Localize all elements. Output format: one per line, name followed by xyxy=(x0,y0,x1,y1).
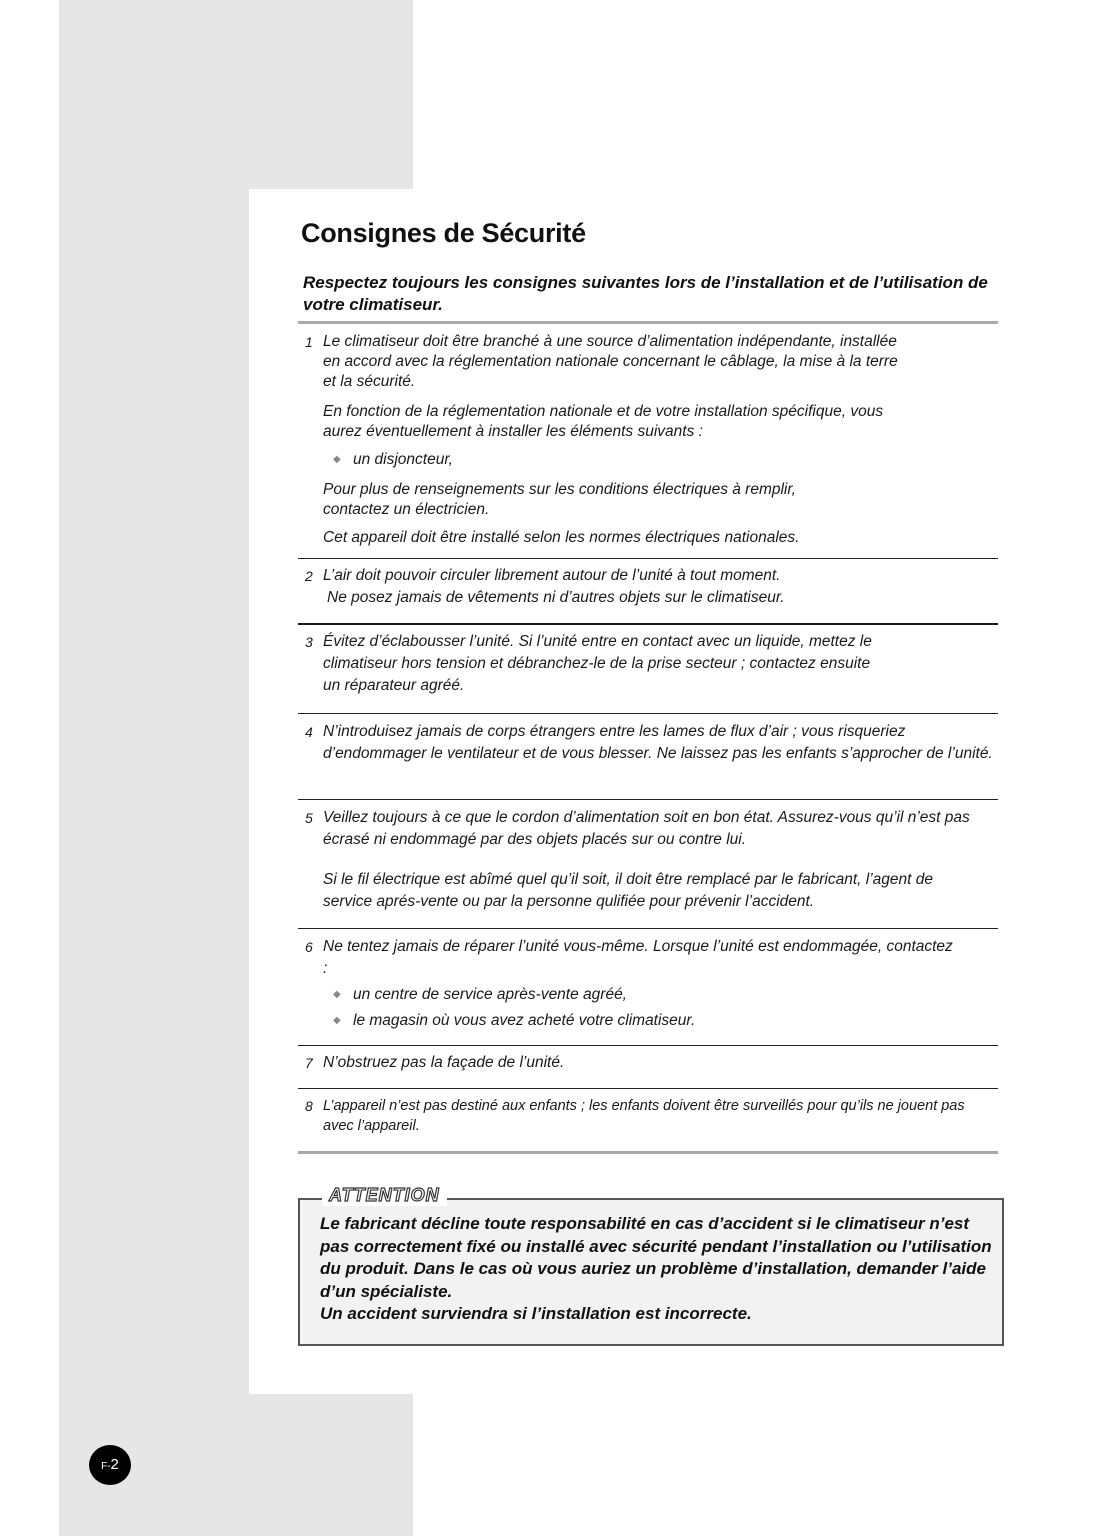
list-item xyxy=(305,1096,995,1136)
attention-paragraph: Le fabricant décline toute responsabilité en cas d’accident si le climatiseur n’est pas correctement fixé ou installé avec sécurité pendant l’installation ou l’utilisation du produit. Dans le cas où vous auriez un problème d’installation, demander l’aide d’un spécialiste. xyxy=(320,1214,992,1301)
list-item xyxy=(305,332,995,548)
item-text: Le climatiseur doit être branché à une source d’alimentation indépendante, installée en accord avec la réglementation nationale concernant le câblage, la mise à la terre et la sécurité. xyxy=(323,333,898,390)
page-prefix: F- xyxy=(101,1461,111,1472)
divider xyxy=(298,558,998,559)
item-text: Si le fil électrique est abîmé quel qu’il soit, il doit être remplacé par le fabricant, l’agent de service aprés-vente ou par la personne qulifiée pour prévenir l’accident. xyxy=(323,871,933,910)
bullet-text: le magasin où vous avez acheté votre climatiseur. xyxy=(353,1012,696,1029)
item-text: N’obstruez pas la façade de l’unité. xyxy=(323,1054,565,1071)
item-text: Pour plus de renseignements sur les conditions électriques à remplir, contactez un électricien. xyxy=(323,481,796,518)
divider xyxy=(298,1151,998,1154)
page-number: 2 xyxy=(110,1456,119,1473)
intro-text: Respectez toujours les consignes suivantes lors de l’installation et de l’utilisation de votre climatiseur. xyxy=(303,273,988,314)
divider xyxy=(298,321,998,324)
attention-text xyxy=(320,1213,1000,1326)
page-number-badge xyxy=(89,1445,131,1485)
item-number: 4 xyxy=(305,724,313,740)
item-number: 1 xyxy=(305,334,313,350)
diamond-bullet-icon: ◆ xyxy=(333,989,341,1000)
bullet-item xyxy=(333,450,995,470)
item-text: L’air doit pouvoir circuler librement autour de l’unité à tout moment. xyxy=(323,567,781,584)
item-number: 6 xyxy=(305,939,313,955)
page-title: Consignes de Sécurité xyxy=(301,218,586,248)
item-number: 3 xyxy=(305,634,313,650)
attention-label: ATTENTION xyxy=(322,1185,447,1206)
item-text: Ne tentez jamais de réparer l’unité vous-même. Lorsque l’unité est endommagée, contactez : xyxy=(323,938,953,977)
divider xyxy=(298,623,998,625)
item-text: Évitez d’éclabousser l’unité. Si l’unité entre en contact avec un liquide, mettez le climatiseur hors tension et débranchez-le de la prise secteur ; contactez ensuite un réparateur agréé. xyxy=(323,633,872,694)
item-number: 8 xyxy=(305,1098,313,1114)
item-text: Cet appareil doit être installé selon les normes électriques nationales. xyxy=(323,529,800,546)
bullet-text: un disjoncteur, xyxy=(353,451,453,468)
item-number: 2 xyxy=(305,568,313,584)
divider xyxy=(298,1045,998,1046)
list-item xyxy=(305,807,995,913)
list-item xyxy=(305,1053,995,1073)
list-item xyxy=(305,566,995,608)
item-number: 7 xyxy=(305,1055,313,1071)
divider xyxy=(298,928,998,929)
divider xyxy=(298,713,998,714)
list-item xyxy=(305,936,995,1032)
item-text: Veillez toujours à ce que le cordon d’alimentation soit en bon état. Assurez-vous qu’il n’est pas écrasé ni endommagé par des objets placés sur ou contre lui. xyxy=(323,809,970,848)
item-text: En fonction de la réglementation nationale et de votre installation spécifique, vous aurez éventuellement à installer les éléments suivants : xyxy=(323,403,884,440)
divider xyxy=(298,799,998,800)
diamond-bullet-icon: ◆ xyxy=(333,454,341,465)
bullet-text: un centre de service après-vente agréé, xyxy=(353,986,627,1003)
list-item xyxy=(305,721,995,765)
bullet-item xyxy=(333,1010,995,1032)
bullet-item xyxy=(333,984,995,1006)
list-item xyxy=(305,631,995,697)
item-text: N’introduisez jamais de corps étrangers entre les lames de flux d’air ; vous risqueriez d’endommager le ventilateur et de vous blesser. Ne laissez pas les enfants s’approcher de l’unité. xyxy=(323,723,993,762)
item-text: Ne posez jamais de vêtements ni d’autres objets sur le climatiseur. xyxy=(327,589,785,606)
item-text: L’appareil n’est pas destiné aux enfants ; les enfants doivent être surveillés pour qu’ils ne jouent pas avec l’appareil. xyxy=(323,1098,965,1134)
diamond-bullet-icon: ◆ xyxy=(333,1015,341,1026)
divider xyxy=(298,1088,998,1089)
attention-paragraph: Un accident surviendra si l’installation est incorrecte. xyxy=(320,1304,752,1323)
item-number: 5 xyxy=(305,810,313,826)
